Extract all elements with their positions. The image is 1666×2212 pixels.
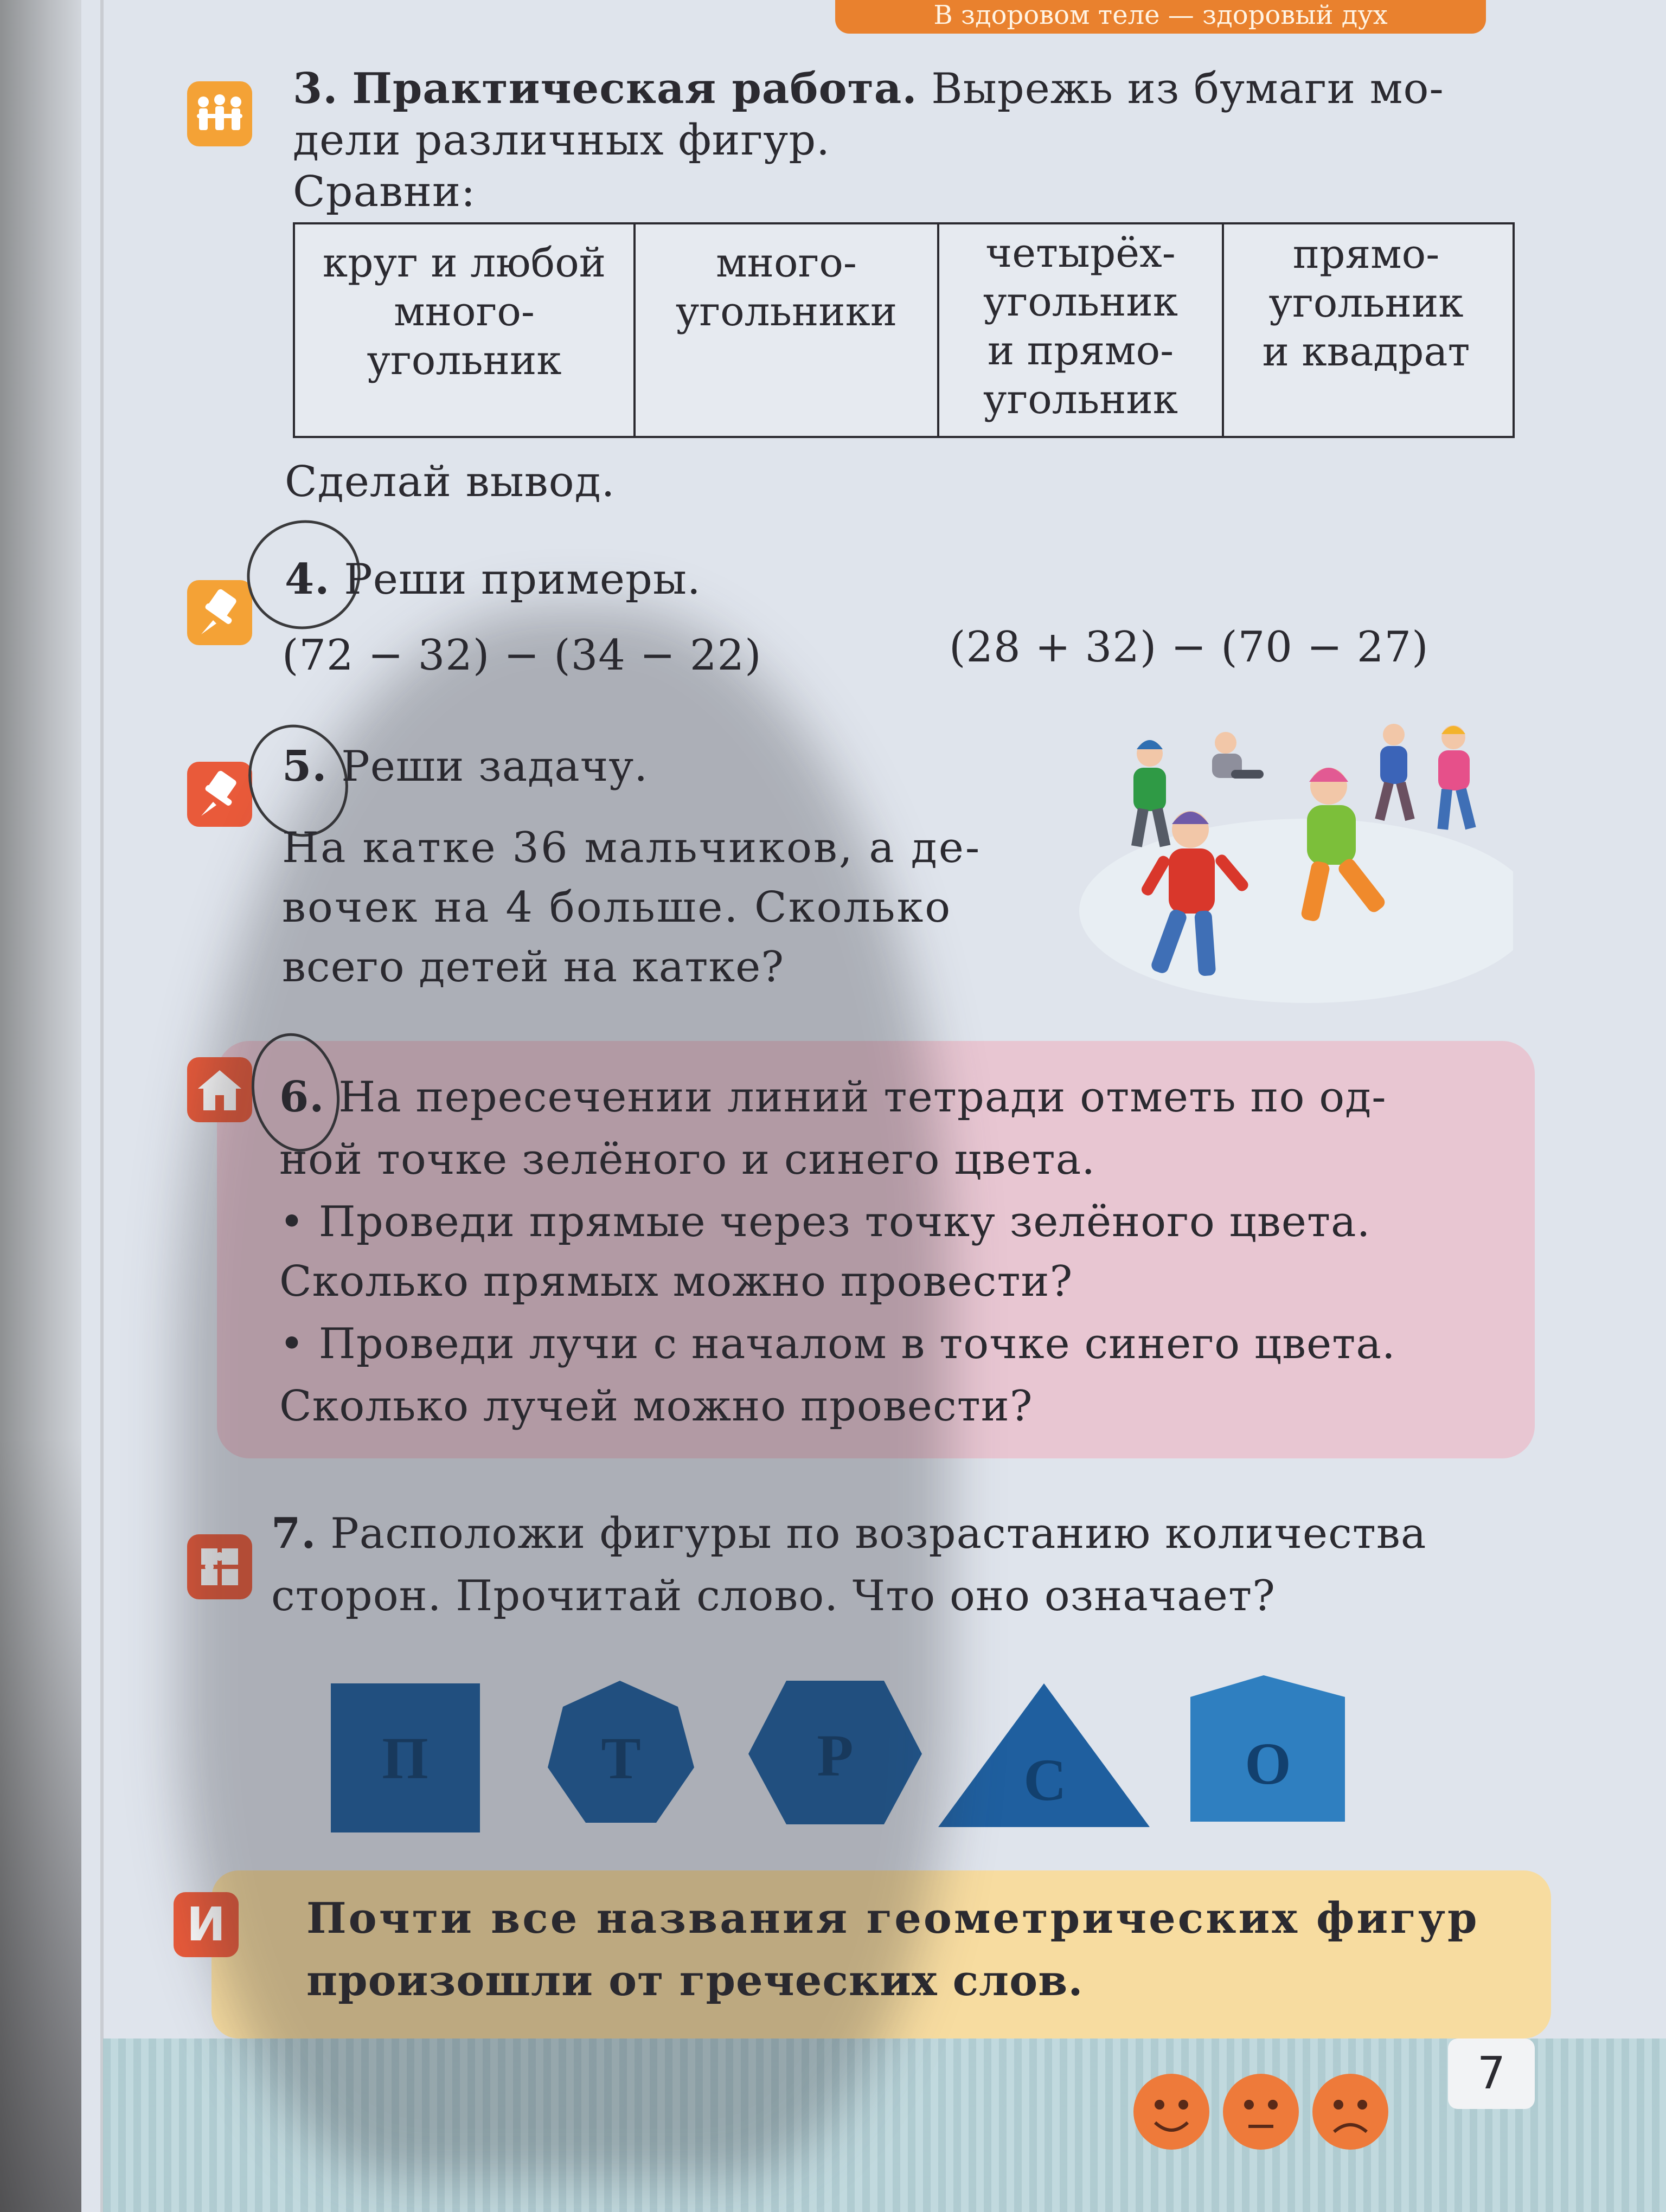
photo-shadow	[179, 607, 949, 2179]
task6-line6: Сколько лучей можно провести?	[279, 1382, 1033, 1431]
triangle-shape	[938, 1683, 1150, 1827]
task5-line1: На катке 36 мальчиков, а де-	[282, 824, 982, 872]
task6-line5: • Проведи лучи с началом в точке синего цвета.	[279, 1320, 1396, 1368]
skater-figure	[1131, 740, 1170, 847]
shape-letter: Т	[601, 1725, 641, 1791]
page-number: 7	[1448, 2039, 1535, 2109]
task6-line2: ной точке зелёного и синего цвета.	[279, 1135, 1095, 1184]
task6-line1-text: На пересечении линий тетради отметь по од-	[338, 1073, 1387, 1122]
table-cell: четырёх- угольник и прямо- угольник	[939, 224, 1224, 436]
task4-expression-2: (28 + 32) − (70 − 27)	[949, 623, 1429, 672]
task3-instruction: Вырежь из бумаги мо-	[931, 65, 1444, 113]
task7-number: 7.	[271, 1509, 317, 1558]
shape-letter: С	[1023, 1747, 1067, 1813]
table-cell: круг и любой много- угольник	[295, 224, 636, 436]
task3-number: 3.	[293, 64, 338, 113]
pushpin-icon	[187, 580, 252, 645]
corner-shadow	[0, 1437, 81, 2212]
task6-number: 6.	[279, 1072, 325, 1122]
table-cell: прямо- угольник и квадрат	[1262, 231, 1470, 375]
skater-figure	[1212, 732, 1264, 779]
task6-line4: Сколько прямых можно провести?	[279, 1257, 1073, 1306]
shape-letter: Р	[817, 1722, 854, 1789]
task4-heading	[285, 548, 701, 612]
task3-line2: дели различных фигур.	[293, 116, 830, 165]
task5-line3: всего детей на катке?	[282, 943, 785, 992]
task4-title: Реши примеры.	[344, 555, 701, 604]
task7-line1-text: Расположи фигуры по возрастанию количества	[330, 1509, 1427, 1558]
task3-line3: Сравни:	[293, 168, 476, 216]
task5-line2: вочек на 4 больше. Сколько	[282, 883, 952, 932]
task5-title: Реши задачу.	[341, 742, 649, 791]
page-binding-line	[100, 0, 104, 2212]
info-line2: произошли от греческих слов.	[306, 1956, 1084, 2005]
task6-line3: • Проведи прямые через точку зелёного цвета.	[279, 1198, 1371, 1246]
comparison-table	[293, 222, 1515, 438]
task4-expression-1: (72 − 32) − (34 − 22)	[282, 631, 762, 680]
table-cell: много- угольники	[636, 224, 939, 436]
smiley-icon	[1223, 2074, 1299, 2150]
self-assessment-smileys	[1106, 2060, 1410, 2158]
info-icon-letter: И	[187, 1898, 226, 1952]
shape-letter: П	[382, 1725, 428, 1791]
skating-children-illustration	[1079, 716, 1513, 1019]
task3-conclusion: Сделай вывод.	[285, 458, 616, 506]
task3-title: Практическая работа.	[352, 64, 918, 113]
people-icon	[187, 81, 252, 146]
smiley-icon	[1312, 2074, 1388, 2150]
pushpin-icon	[187, 762, 252, 827]
smiley-icon	[1133, 2074, 1209, 2150]
task7-line2: сторон. Прочитай слово. Что оно означает?	[271, 1572, 1276, 1621]
shape-letter: О	[1245, 1731, 1291, 1797]
skater-figure	[1375, 724, 1414, 821]
pentagon-shape	[1190, 1675, 1345, 1822]
chapter-banner: В здоровом теле — здоровый дух	[835, 0, 1486, 34]
task5-number: 5.	[282, 742, 328, 791]
info-line1: Почти все названия геометрических фигур	[306, 1894, 1479, 1943]
skater-figure	[1437, 725, 1476, 830]
task4-number: 4.	[285, 555, 330, 604]
